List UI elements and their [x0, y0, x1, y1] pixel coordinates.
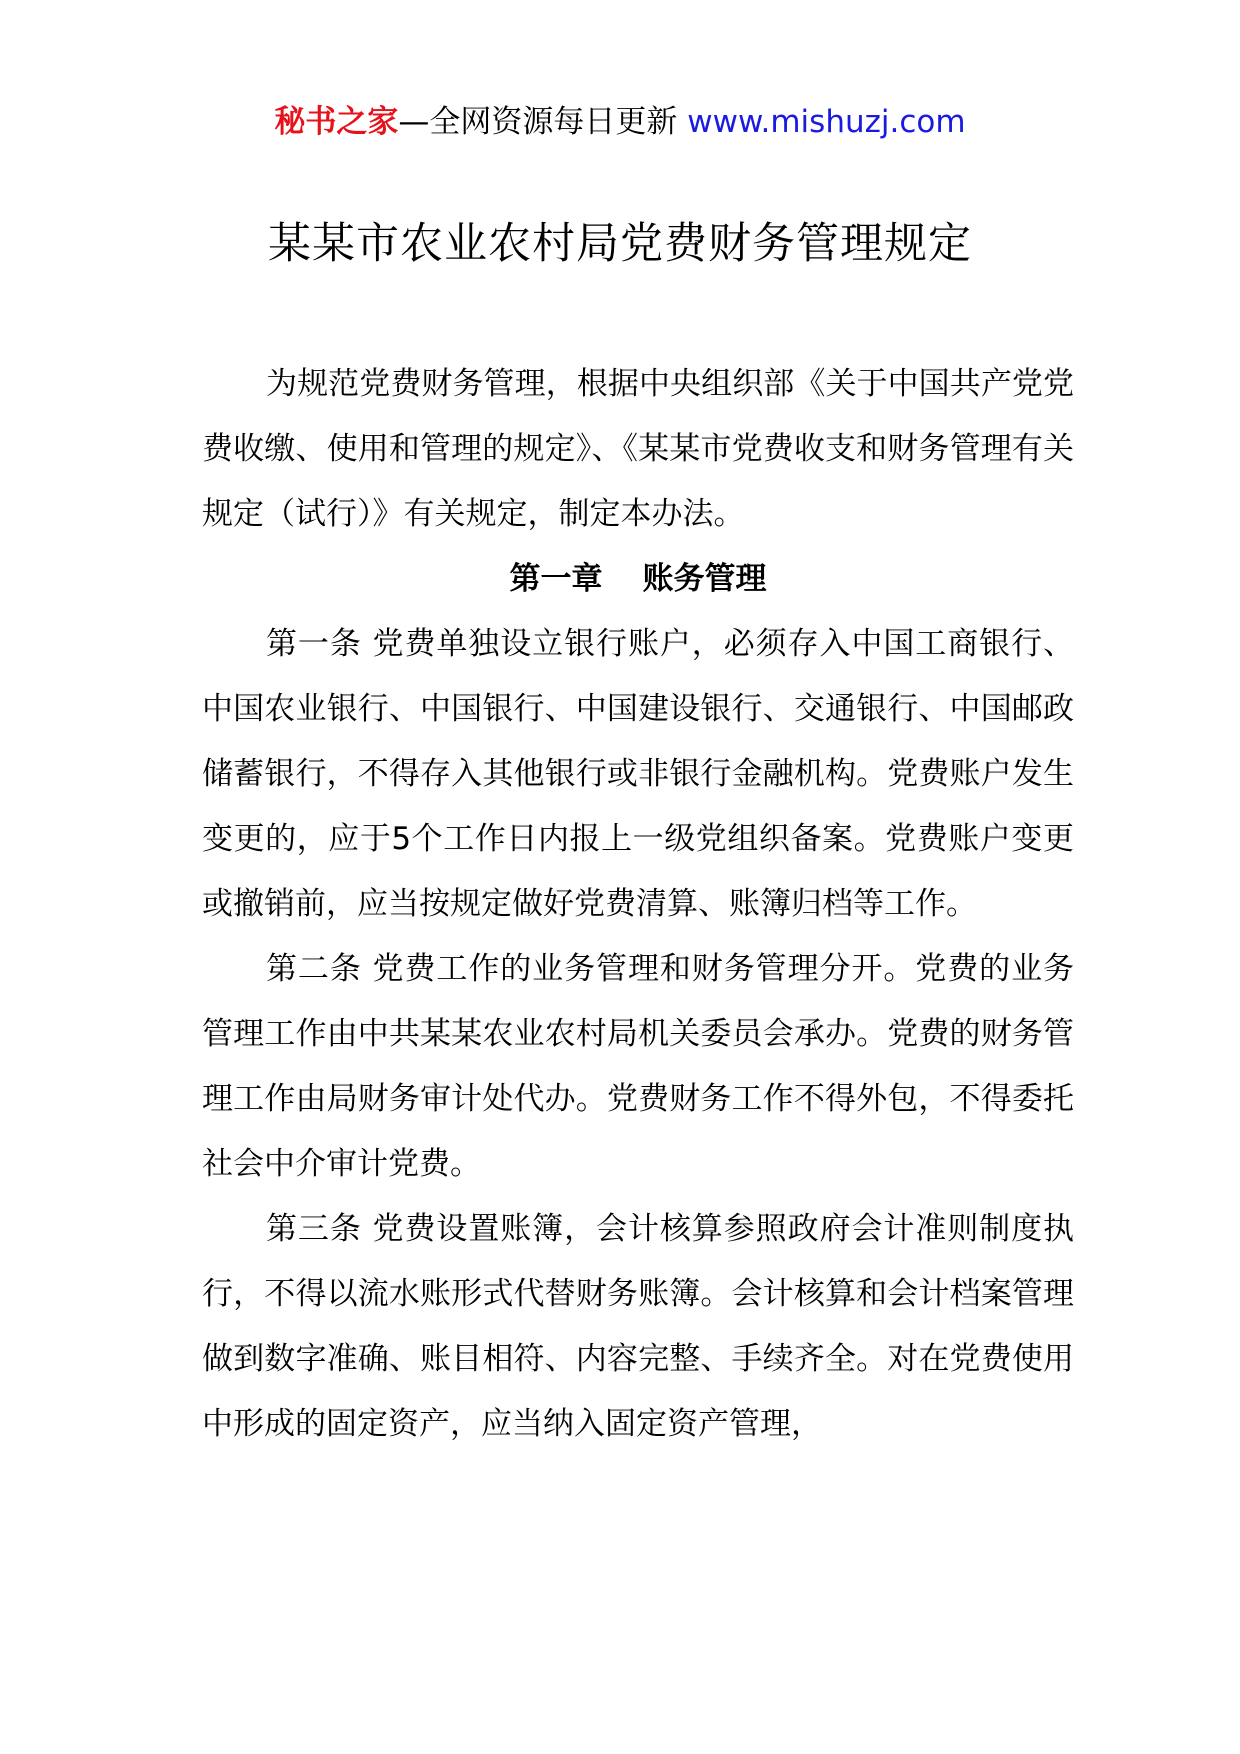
article-2: 第二条 党费工作的业务管理和财务管理分开。党费的业务管理工作由中共某某农业农村局机关委员会承办。党费的财务管理工作由局财务审计处代办。党费财务工作不得外包，不得委托社会中介审计党费。 — [202, 951, 1074, 1182]
chapter-number: 第一章 — [509, 561, 603, 597]
intro-paragraph: 为规范党费财务管理，根据中央组织部《关于中国共产党党费收缴、使用和管理的规定》、《某某市党费收支和财务管理有关规定（试行）》有关规定，制定本办法。 — [202, 366, 1074, 532]
chapter-name: 账务管理 — [642, 561, 767, 597]
site-header — [0, 100, 1240, 144]
article-3: 第三条 党费设置账簿，会计核算参照政府会计准则制度执行，不得以流水账形式代替财务账簿。会计核算和会计档案管理做到数字准确、账目相符、内容完整、手续齐全。对在党费使用中形成的固定资产，应当纳入固定资产管理， — [202, 1211, 1074, 1442]
document-title: 某某市农业农村局党费财务管理规定 — [268, 219, 972, 269]
document-body — [202, 352, 1074, 1457]
article-1: 第一条 党费单独设立银行账户，必须存入中国工商银行、中国农业银行、中国银行、中国建设银行、交通银行、中国邮政储蓄银行，不得存入其他银行或非银行金融机构。党费账户发生变更的，应于5个工作日内报上一级党组织备案。党费账户变更或撤销前，应当按规定做好党费清算、账簿归档等工作。 — [202, 626, 1074, 922]
chapter-heading — [202, 547, 1074, 612]
brand-name: 秘书之家 — [274, 104, 399, 140]
header-tagline: —全网资源每日更新 — [398, 104, 678, 140]
site-url-link[interactable]: www.mishuzj.com — [687, 104, 966, 140]
